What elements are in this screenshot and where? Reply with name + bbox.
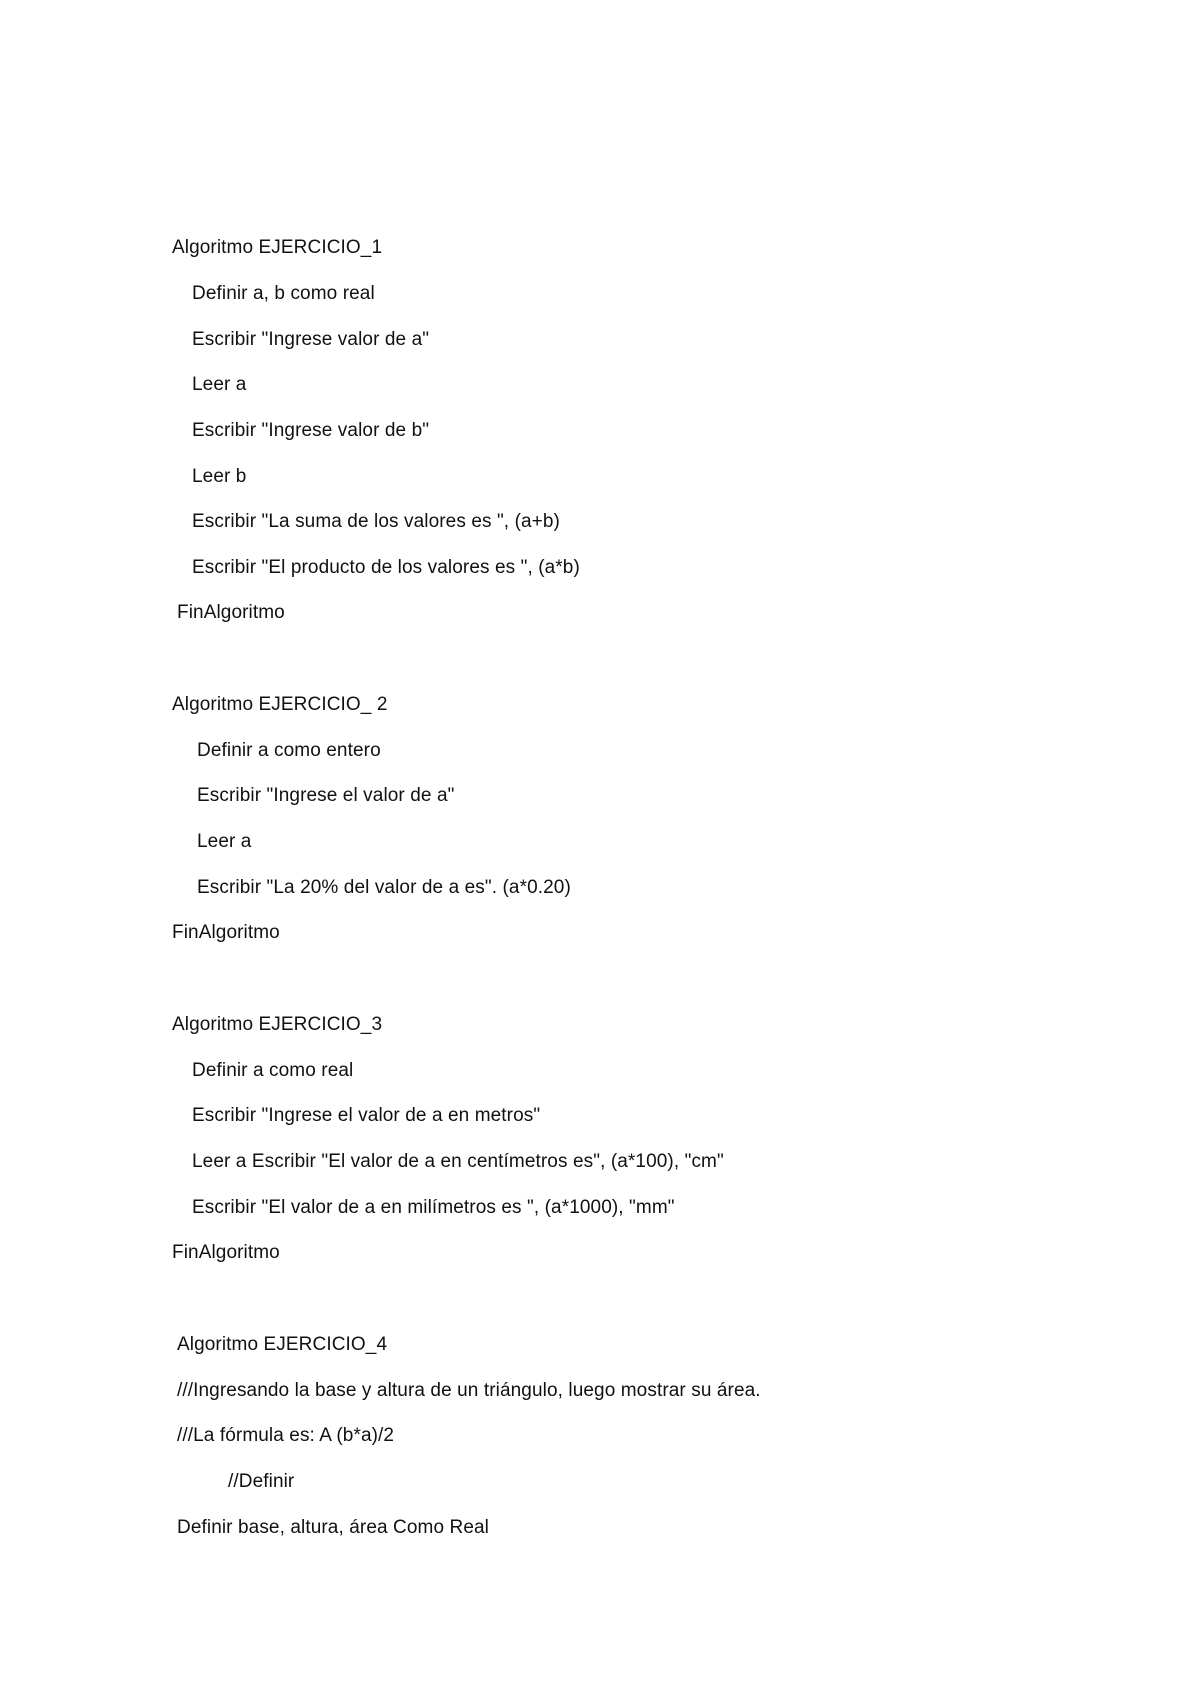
ejercicio-1-line-7: Escribir "El producto de los valores es ", (a*b) — [192, 557, 580, 578]
ejercicio-1-line-3: Leer a — [192, 374, 247, 395]
ejercicio-2-line-1: Definir a como entero — [197, 740, 381, 761]
ejercicio-1-footer: FinAlgoritmo — [177, 602, 285, 623]
ejercicio-3-footer: FinAlgoritmo — [172, 1242, 280, 1263]
ejercicio-3-line-4: Escribir "El valor de a en milímetros es ", (a*1000), "mm" — [192, 1197, 675, 1218]
ejercicio-4-comment-2: ///La fórmula es: A (b*a)/2 — [177, 1425, 395, 1446]
ejercicio-3-line-1: Definir a como real — [192, 1060, 354, 1081]
ejercicio-1-header: Algoritmo EJERCICIO_1 — [172, 237, 383, 258]
ejercicio-1-line-6: Escribir "La suma de los valores es ", (a+b) — [192, 511, 560, 532]
ejercicio-2-footer: FinAlgoritmo — [172, 922, 280, 943]
ejercicio-3-header: Algoritmo EJERCICIO_3 — [172, 1014, 383, 1035]
ejercicio-4-sub-comment: //Definir — [228, 1471, 295, 1492]
ejercicio-1-line-4: Escribir "Ingrese valor de b" — [192, 420, 430, 441]
ejercicio-1-line-5: Leer b — [192, 466, 247, 487]
ejercicio-2-line-3: Leer a — [197, 831, 252, 852]
ejercicio-3-line-3: Leer a Escribir "El valor de a en centímetros es", (a*100), "cm" — [192, 1151, 724, 1172]
ejercicio-3-line-2: Escribir "Ingrese el valor de a en metros" — [192, 1105, 541, 1126]
ejercicio-1-line-2: Escribir "Ingrese valor de a" — [192, 329, 430, 350]
ejercicio-2-line-2: Escribir "Ingrese el valor de a" — [197, 785, 455, 806]
ejercicio-1-line-1: Definir a, b como real — [192, 283, 375, 304]
ejercicio-4-comment-1: ///Ingresando la base y altura de un triángulo, luego mostrar su área. — [177, 1380, 761, 1401]
ejercicio-2-line-4: Escribir "La 20% del valor de a es". (a*0.20) — [197, 877, 571, 898]
ejercicio-2-header: Algoritmo EJERCICIO_ 2 — [172, 694, 388, 715]
ejercicio-4-header: Algoritmo EJERCICIO_4 — [177, 1334, 388, 1355]
ejercicio-4-definition: Definir base, altura, área Como Real — [177, 1517, 489, 1538]
